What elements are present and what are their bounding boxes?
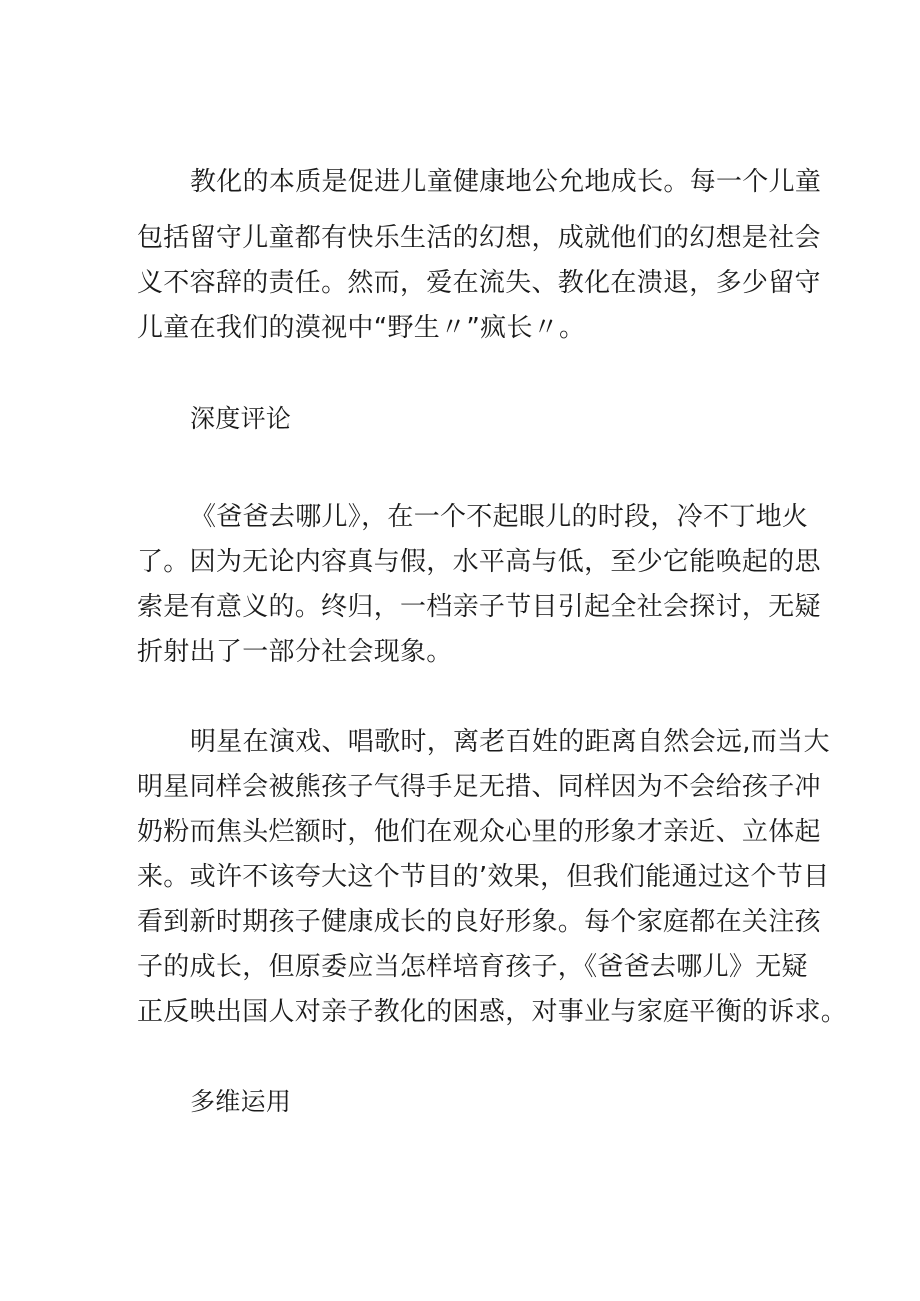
- paragraph-line: 奶粉而焦头烂额时，他们在观众心里的形象才亲近、立体起: [137, 817, 821, 847]
- paragraph-line: 子的成长，但原委应当怎样培育孩子，《爸爸去哪儿》无疑: [137, 952, 808, 982]
- paragraph-line: 明星同样会被熊孩子气得手足无措、同样因为不会给孩子冲: [137, 772, 821, 802]
- paragraph-line: 了。因为无论内容真与假，水平高与低，至少它能唤起的思: [137, 547, 821, 577]
- paragraph-line: 明星在演戏、唱歌时，离老百姓的距离自然会远,而当大: [190, 727, 830, 757]
- paragraph-line: 包括留守儿童都有快乐生活的幻想，成就他们的幻想是社会: [137, 223, 821, 253]
- section-heading: 多维运用: [190, 1087, 292, 1116]
- paragraph-line: 折射出了一部分社会现象。: [137, 637, 453, 667]
- paragraph-line: 来。或许不该夸大这个节目的’效果，但我们能通过这个节目: [137, 862, 830, 892]
- paragraph-line: 教化的本质是促进儿童健康地公允地成长。每一个儿童: [190, 167, 822, 197]
- paragraph-line: 看到新时期孩子健康成长的良好形象。每个家庭都在关注孩: [137, 907, 821, 937]
- paragraph-line: 索是有意义的。终归，一档亲子节目引起全社会探讨，无疑: [137, 592, 821, 622]
- paragraph-line: 儿童在我们的漠视中“野生〃”疯长〃。: [137, 313, 586, 343]
- paragraph-line: 正反映出国人对亲子教化的困惑，对事业与家庭平衡的诉求。: [137, 997, 848, 1027]
- section-heading: 深度评论: [190, 404, 292, 433]
- paragraph-line: 《爸爸去哪儿》，在一个不起眼儿的时段，冷不丁地火: [190, 502, 809, 532]
- paragraph-line: 义不容辞的责任。然而，爱在流失、教化在溃退，多少留守: [137, 268, 821, 298]
